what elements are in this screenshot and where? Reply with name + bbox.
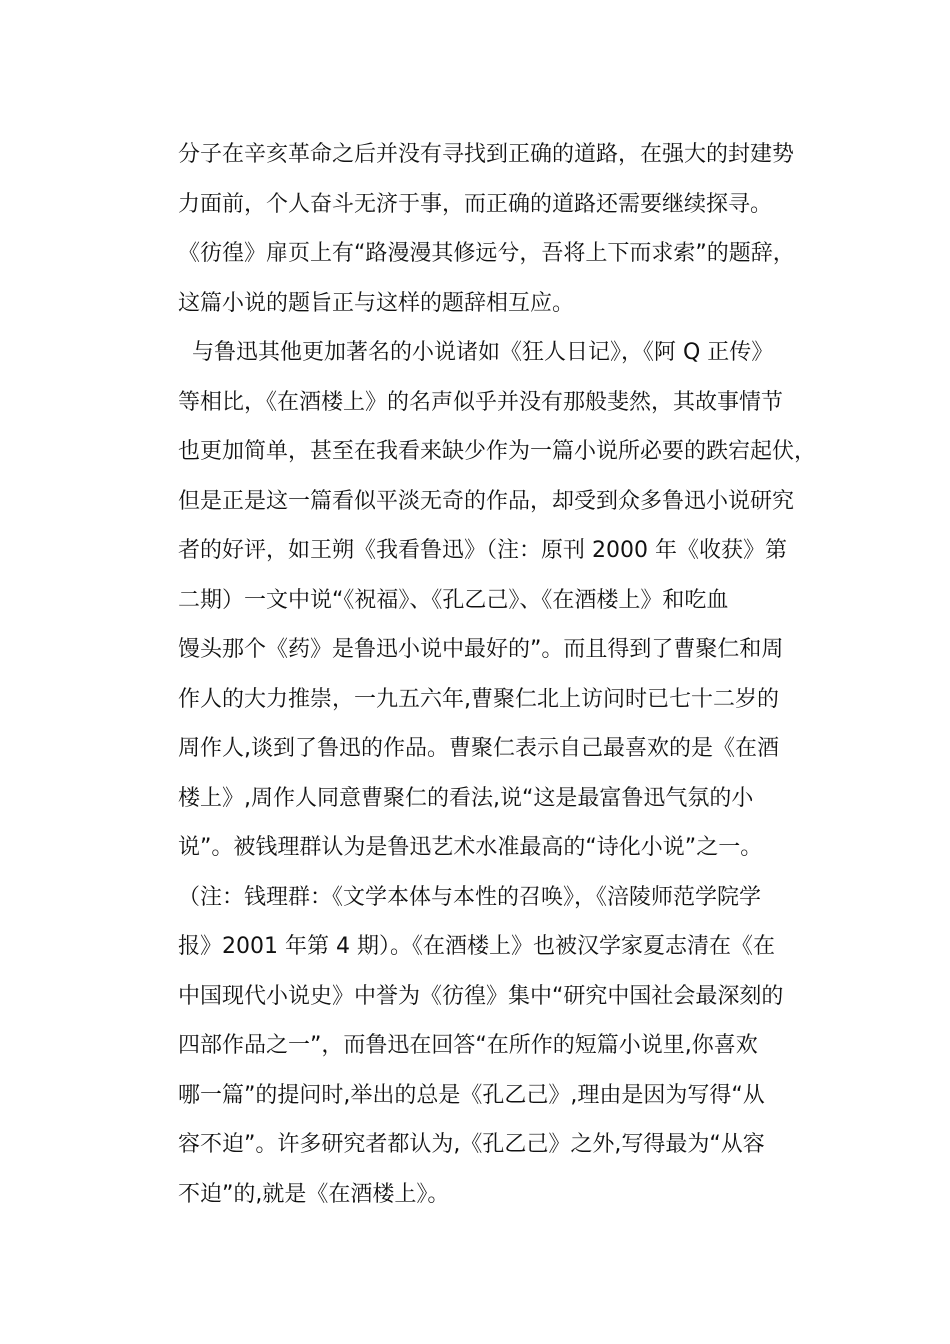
text-line: 不迫”的,就是《在酒楼上》。 bbox=[178, 1181, 450, 1207]
text-line: 者的好评，如王朔《我看鲁迅》（注：原刊 2000 年《收获》第 bbox=[178, 538, 787, 563]
text-line: 哪一篇”的提问时,举出的总是《孔乙己》,理由是因为写得“从 bbox=[178, 1082, 765, 1108]
text-line: 说”。被钱理群认为是鲁迅艺术水准最高的“诗化小说”之一。 bbox=[178, 835, 763, 860]
document-body bbox=[178, 130, 828, 1219]
text-line: （注：钱理群：《文学本体与本性的召唤》，《涪陵师范学院学 bbox=[178, 884, 762, 910]
text-line: 楼上》,周作人同意曹聚仁的看法,说“这是最富鲁迅气氛的小 bbox=[178, 785, 754, 811]
text-line: 但是正是这一篇看似平淡无奇的作品，却受到众多鲁迅小说研究 bbox=[178, 488, 795, 514]
text-line: 分子在辛亥革命之后并没有寻找到正确的道路，在强大的封建势 bbox=[178, 142, 795, 167]
text-line: 《彷徨》扉页上有“路漫漫其修远兮，吾将上下而求索”的题辞， bbox=[178, 241, 795, 266]
text-line: 周作人,谈到了鲁迅的作品。曹聚仁表示自己最喜欢的是《在酒 bbox=[178, 736, 779, 761]
text-line: 二期）一文中说“《祝福》、《孔乙己》、《在酒楼上》和吃血 bbox=[178, 587, 729, 613]
text-line: 力面前，个人奋斗无济于事，而正确的道路还需要继续探寻。 bbox=[178, 191, 773, 217]
paragraph-start-line: 与鲁迅其他更加著名的小说诸如《狂人日记》，《阿 Q 正传》 bbox=[192, 340, 774, 365]
text-line: 这篇小说的题旨正与这样的题辞相互应。 bbox=[178, 290, 575, 316]
text-line: 馒头那个《药》是鲁迅小说中最好的”。而且得到了曹聚仁和周 bbox=[178, 637, 784, 662]
text-line: 作人的大力推崇，一九五六年,曹聚仁北上访问时已七十二岁的 bbox=[178, 686, 779, 712]
text-line: 四部作品之一”，而鲁迅在回答“在所作的短篇小说里,你喜欢 bbox=[178, 1033, 758, 1058]
text-line: 也更加简单，甚至在我看来缺少作为一篇小说所必要的跌宕起伏， bbox=[178, 439, 817, 464]
text-line: 报》2001 年第 4 期）。《在酒楼上》也被汉学家夏志清在《在 bbox=[178, 934, 775, 959]
text-line: 等相比，《在酒楼上》的名声似乎并没有那般斐然，其故事情节 bbox=[178, 389, 784, 415]
text-line: 容不迫”。许多研究者都认为,《孔乙己》之外,写得最为“从容 bbox=[178, 1132, 765, 1157]
text-line: 中国现代小说史》中誉为《彷徨》集中“研究中国社会最深刻的 bbox=[178, 983, 784, 1009]
